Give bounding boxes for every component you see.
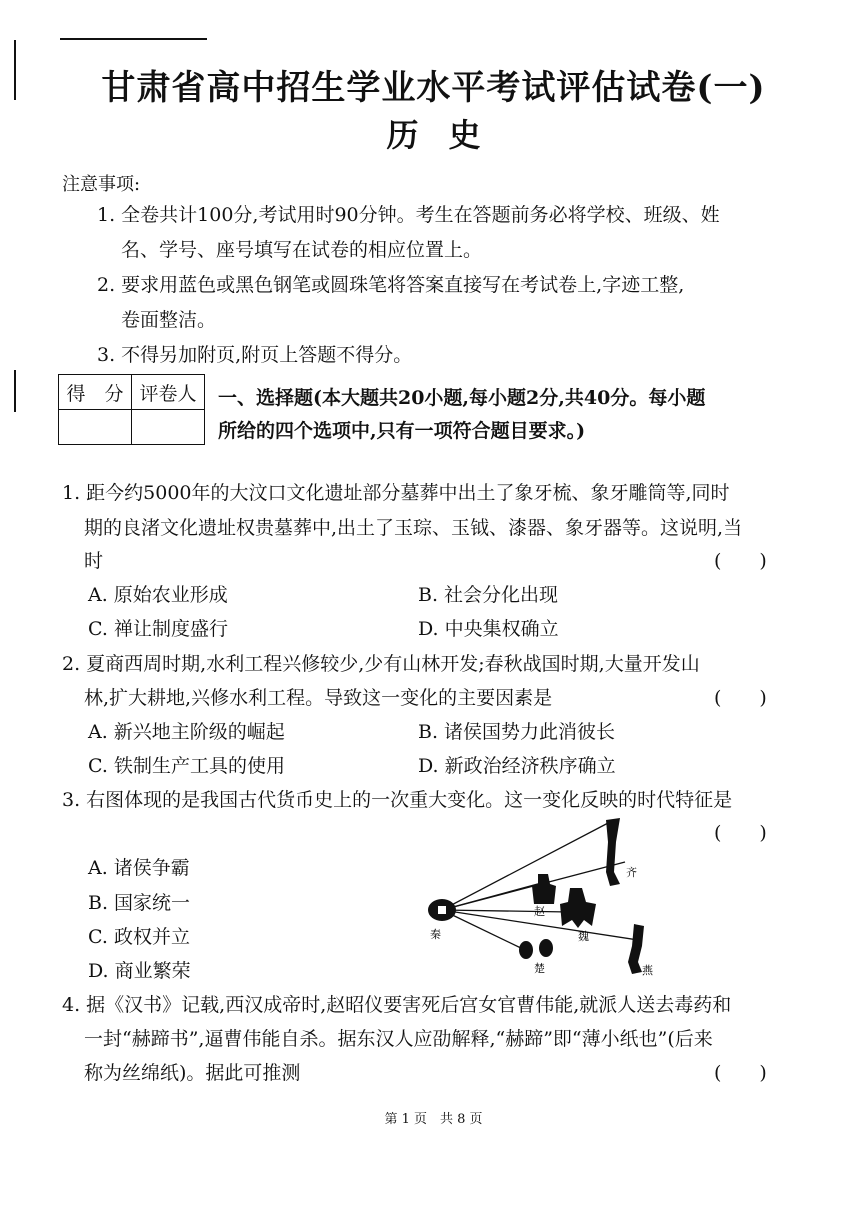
label-wei: 魏 [578,930,589,943]
option-d: D. 中央集权确立 [418,618,559,640]
answer-paren[interactable]: ( ) [714,822,767,844]
notice-line: 卷面整洁。 [121,309,217,331]
option-c: C. 禅让制度盛行 [88,618,228,640]
score-table [58,374,205,445]
grader-label: 评卷人 [132,375,205,410]
label-yan: 燕 [642,964,653,977]
label-zhao: 赵 [534,905,545,918]
notice-line: 3. 不得另加附页,附页上答题不得分。 [97,344,413,366]
score-entry[interactable] [59,410,132,445]
question-text: 3. 右图体现的是我国古代货币史上的一次重大变化。这一变化反映的时代特征是 [62,789,733,811]
question-text: 期的良渚文化遗址权贵墓葬中,出土了玉琮、玉钺、漆器、象牙器等。这说明,当 [84,517,743,539]
top-rule [60,38,207,40]
grader-entry[interactable] [132,410,205,445]
option-c: C. 政权并立 [88,926,190,948]
option-b: B. 诸侯国势力此消彼长 [418,721,616,743]
question-text: 1. 距今约5000年的大汶口文化遗址部分墓葬中出土了象牙梳、象牙雕筒等,同时 [62,482,730,504]
option-a: A. 原始农业形成 [88,584,228,606]
qi-knife-coin-icon [606,818,620,886]
binding-mark-middle [14,370,16,412]
wei-spade-coin-icon [560,888,596,928]
zhao-spade-coin-icon [532,874,556,904]
question-text: 称为丝绵纸)。据此可推测 [84,1062,301,1084]
option-d: D. 新政治经济秩序确立 [418,755,616,777]
section-heading: 所给的四个选项中,只有一项符合题目要求。) [218,420,586,442]
notice-heading: 注意事项: [62,174,141,195]
question-text: 林,扩大耕地,兴修水利工程。导致这一变化的主要因素是 [84,687,553,709]
chu-ant-nose-coin-icon [519,939,553,959]
question-text: 4. 据《汉书》记载,西汉成帝时,赵昭仪要害死后宫女官曹伟能,就派人送去毒药和 [62,994,732,1016]
subject-title: 历史 [386,116,511,154]
coin-diagram [420,812,670,987]
question-text: 2. 夏商西周时期,水利工程兴修较少,少有山林开发;春秋战国时期,大量开发山 [62,653,700,675]
answer-paren[interactable]: ( ) [714,687,767,709]
notice-line: 名、学号、座号填写在试卷的相应位置上。 [121,239,483,261]
qin-coin-icon [428,899,456,921]
page-footer: 第 1 页 共 8 页 [384,1112,483,1127]
score-label: 得 分 [59,375,132,410]
exam-title: 甘肃省高中招生学业水平考试评估试卷(一) [101,68,766,108]
label-chu: 楚 [534,962,545,975]
option-b: B. 国家统一 [88,892,191,914]
option-b: B. 社会分化出现 [418,584,559,606]
option-c: C. 铁制生产工具的使用 [88,755,285,777]
question-text: 时 [84,550,104,572]
answer-paren[interactable]: ( ) [714,1062,767,1084]
option-a: A. 诸侯争霸 [88,857,190,879]
notice-line: 2. 要求用蓝色或黑色钢笔或圆珠笔将答案直接写在考试卷上,字迹工整, [97,274,685,296]
question-text: 一封“赫蹄书”,逼曹伟能自杀。据东汉人应劭解释,“赫蹄”即“薄小纸也”(后来 [84,1028,713,1050]
label-qin: 秦 [430,928,441,941]
section-heading: 一、选择题(本大题共20小题,每小题2分,共40分。每小题 [218,387,706,409]
option-a: A. 新兴地主阶级的崛起 [88,721,285,743]
answer-paren[interactable]: ( ) [714,550,767,572]
notice-line: 1. 全卷共计100分,考试用时90分钟。考生在答题前务必将学校、班级、姓 [97,204,720,226]
label-qi: 齐 [626,866,637,879]
option-d: D. 商业繁荣 [88,960,191,982]
